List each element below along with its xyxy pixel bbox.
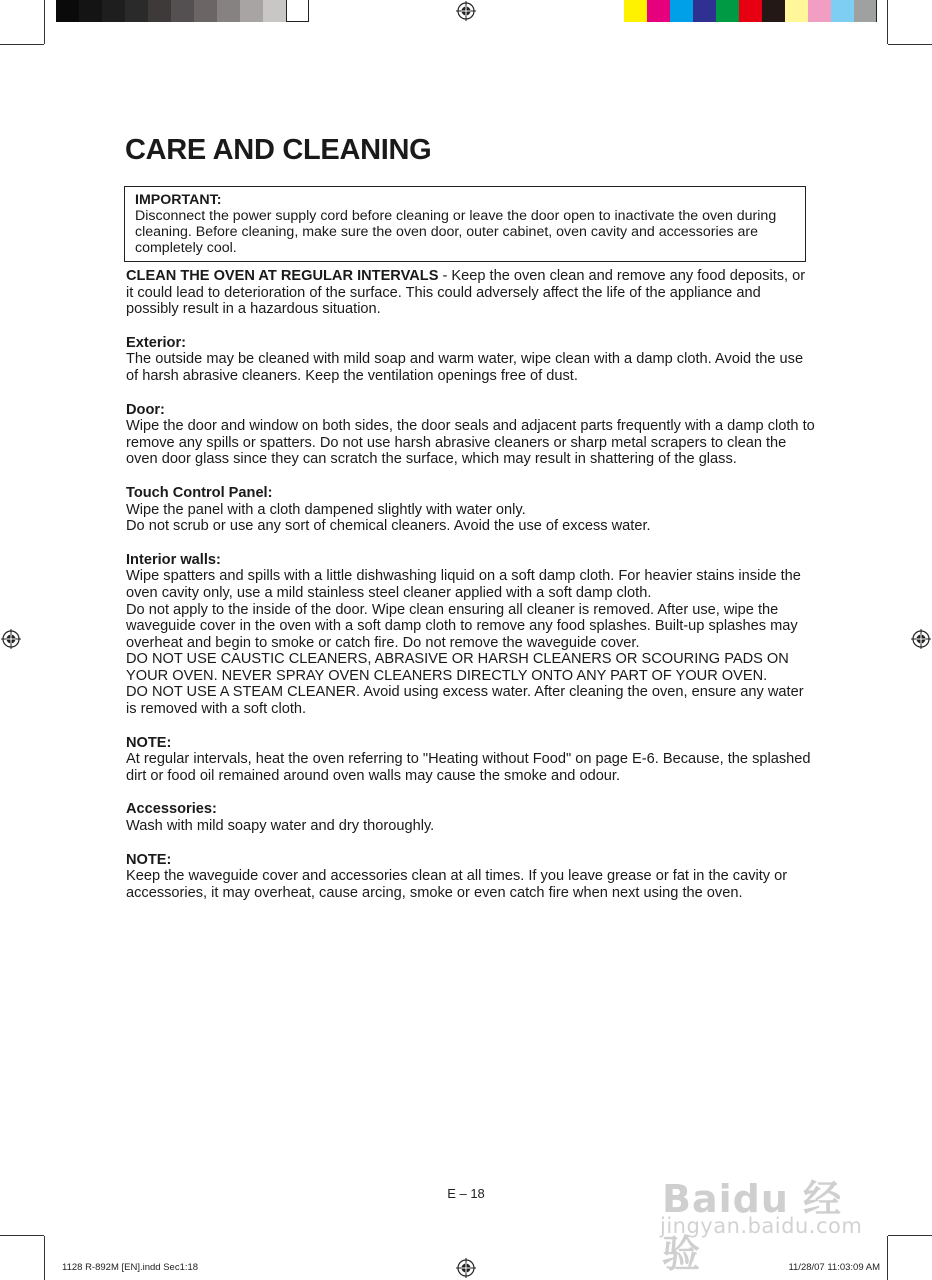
gray-calibration-bar (56, 0, 309, 22)
crop-mark (887, 0, 888, 44)
section-paragraph: Do not scrub or use any sort of chemical cleaners. Avoid the use of excess water. (126, 518, 651, 535)
color-swatch (171, 0, 194, 22)
section-paragraph: Wipe the door and window on both sides, the door seals and adjacent parts frequently with a damp cloth to remove any spills or spatters. Do not use harsh abrasive cleaners or sharp metal scrapers to clean the oven door glass since they can scratch the surface, which may result in shattering of the glass. (126, 418, 815, 468)
color-swatch (693, 0, 716, 22)
section-heading: NOTE: (126, 851, 172, 868)
color-swatch (286, 0, 309, 22)
section-heading: Interior walls: (126, 551, 221, 568)
color-swatch (217, 0, 240, 22)
section-paragraph: DO NOT USE CAUSTIC CLEANERS, ABRASIVE OR HARSH CLEANERS OR SCOURING PADS ON YOUR OVEN. NEVER SPRAY OVEN CLEANERS DIRECTLY ONTO ANY PART OF YOUR OVEN. (126, 651, 789, 684)
color-swatch (808, 0, 831, 22)
section (126, 552, 816, 718)
important-label: IMPORTANT: (135, 192, 222, 208)
section-paragraph: Wash with mild soapy water and dry thoroughly. (126, 818, 435, 835)
crop-mark (0, 1235, 44, 1236)
date-slug: 11/28/07 11:03:09 AM (788, 1262, 880, 1273)
section (126, 801, 816, 834)
intro-heading: CLEAN THE OVEN AT REGULAR INTERVALS (126, 268, 439, 284)
color-swatch (739, 0, 762, 22)
registration-mark-icon (456, 1258, 476, 1278)
section (126, 735, 816, 785)
file-slug: 1128 R-892M [EN].indd Sec1:18 (62, 1262, 199, 1273)
intro-text: - Keep the oven clean and remove any food deposits, or it could lead to deterioration of the surface. This could adversely affect the life of the appliance and possibly result in a hazardous situation. (126, 268, 806, 318)
section-paragraph: The outside may be cleaned with mild soap and warm water, wipe clean with a damp cloth. Avoid the use of harsh abrasive cleaners. Keep the ventilation openings free of dust. (126, 351, 804, 384)
section (126, 485, 816, 535)
crop-mark (0, 44, 44, 45)
section (126, 402, 816, 468)
crop-mark (888, 1235, 932, 1236)
color-swatch (240, 0, 263, 22)
color-swatch (716, 0, 739, 22)
color-swatch (263, 0, 286, 22)
page-number: E – 18 (447, 1186, 485, 1201)
section (126, 852, 816, 902)
registration-mark-icon (1, 629, 21, 649)
section-heading: Touch Control Panel: (126, 484, 273, 501)
section-heading: Door: (126, 401, 165, 418)
color-swatch (670, 0, 693, 22)
section-paragraph: At regular intervals, heat the oven referring to "Heating without Food" on page E-6. Because, the splashed dirt or food oil remained around oven walls may cause the smoke and odour. (126, 751, 811, 784)
section-paragraph: Keep the waveguide cover and accessories clean at all times. If you leave grease or fat in the cavity or accessories, it may overheat, cause arcing, smoke or even catch fire when next using the oven. (126, 868, 788, 901)
important-text: Disconnect the power supply cord before cleaning or leave the door open to inactivate the oven during cleaning. Before cleaning, make sure the oven door, outer cabinet, oven cavity and accessories are completely cool. (135, 208, 777, 256)
registration-mark-icon (456, 1, 476, 21)
crop-mark (887, 1236, 888, 1280)
color-swatch (194, 0, 217, 22)
color-swatch (102, 0, 125, 22)
color-swatch (56, 0, 79, 22)
section-paragraph: DO NOT USE A STEAM CLEANER. Avoid using excess water. After cleaning the oven, ensure any water is removed with a soft cloth. (126, 684, 804, 718)
section-paragraph: Wipe spatters and spills with a little dishwashing liquid on a soft damp cloth. For heavier stains inside the oven cavity only, use a mild stainless steel cleaner applied with a soft damp cloth. (126, 568, 801, 601)
color-swatch (762, 0, 785, 22)
watermark-url: jingyan.baidu.com (660, 1214, 863, 1238)
important-notice-box (124, 186, 806, 262)
section-heading: Exterior: (126, 334, 187, 351)
color-swatch (785, 0, 808, 22)
color-swatch (148, 0, 171, 22)
sections-list (126, 335, 816, 902)
crop-mark (888, 44, 932, 45)
color-calibration-bar (624, 0, 877, 22)
color-swatch (79, 0, 102, 22)
section (126, 335, 816, 385)
page-title: CARE AND CLEANING (125, 134, 432, 166)
color-swatch (624, 0, 647, 22)
color-swatch (125, 0, 148, 22)
intro-paragraph (126, 268, 816, 318)
color-swatch (647, 0, 670, 22)
watermark-brand: Baidu 经验 (662, 1177, 843, 1276)
crop-mark (44, 1236, 45, 1280)
color-swatch (831, 0, 854, 22)
section-heading: Accessories: (126, 801, 217, 818)
section-paragraph: Wipe the panel with a cloth dampened slightly with water only. (126, 501, 526, 518)
crop-mark (44, 0, 45, 44)
color-swatch (854, 0, 877, 22)
section-heading: NOTE: (126, 734, 172, 751)
registration-mark-icon (911, 629, 931, 649)
main-content (126, 268, 816, 918)
section-paragraph: Do not apply to the inside of the door. Wipe clean ensuring all cleaner is removed. After use, wipe the waveguide cover in the oven with a soft damp cloth to remove any food splashes. Built-up splashes may overheat and begin to smoke or catch fire. Do not remove the waveguide cover. (126, 601, 798, 651)
